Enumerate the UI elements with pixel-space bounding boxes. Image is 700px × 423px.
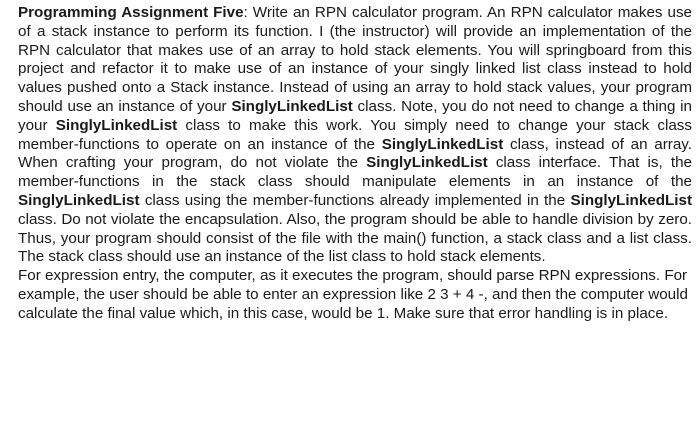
class-name-emphasis: SinglyLinkedList bbox=[18, 191, 140, 209]
assignment-title: Programming Assignment Five bbox=[18, 4, 244, 21]
paragraph-text: : Write an RPN calculator program. An RPN calculator makes use of a stack instance to perform its function. I (the instructor) will provide an implementation of the RPN calculator that makes use of an array to hold stack elements. You will springboard from this project and refactor it to make use of an instance of your singly linked list class instead to hold values pushed onto a Stack instance. Instead of using an array to hold stack values, your program should use an instance of your bbox=[18, 4, 692, 115]
class-name-emphasis: SinglyLinkedList bbox=[381, 135, 504, 153]
paragraph-text: class. Do not violate the encapsulation. Also, the program should be able to handle division by zero. Thus, your program should consist of the file with the main() function, a stack class and a list class. The stack class should use an instance of the list class to hold stack elements. bbox=[18, 210, 692, 266]
class-name-emphasis: SinglyLinkedList bbox=[366, 154, 488, 172]
paragraph-text: class to make this work. You simply need to change your stack class member-functions to operate on an instance of the bbox=[18, 116, 692, 153]
class-name-emphasis: SinglyLinkedList bbox=[570, 191, 692, 209]
paragraph-text: class interface. That is, the member-functions in the stack class should manipulate elements in an instance of the bbox=[18, 154, 692, 191]
class-name-emphasis: SinglyLinkedList bbox=[231, 97, 353, 115]
assignment-description-paragraph bbox=[18, 4, 692, 267]
paragraph-text: class. Note, you do not need to change a thing in your bbox=[18, 97, 692, 134]
paragraph-text: class, instead of an array. When crafting your program, do not violate the bbox=[18, 135, 692, 172]
class-name-emphasis: SinglyLinkedList bbox=[55, 116, 178, 134]
paragraph-text: class using the member-functions already implemented in the bbox=[139, 191, 571, 209]
expression-entry-paragraph: For expression entry, the computer, as it executes the program, should parse RPN expressions. For example, the user should be able to enter an expression like 2 3 + 4 -, and then the computer would calculate the final value which, in this case, would be 1. Make sure that error handling is in place. bbox=[18, 267, 688, 322]
